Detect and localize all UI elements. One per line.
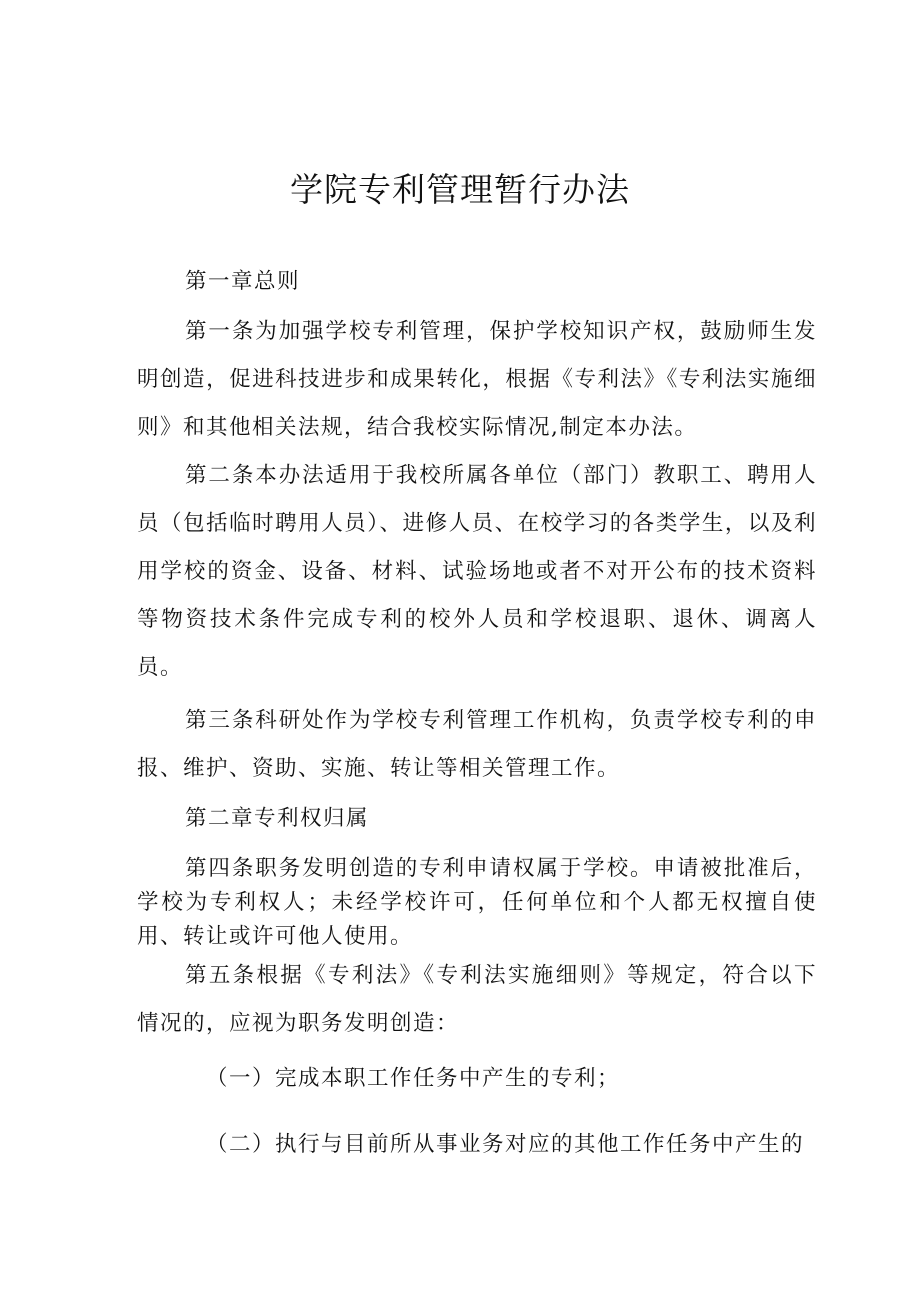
list-item-1: （一）完成本职工作任务中产生的专利； xyxy=(206,1066,621,1091)
document-title: 学院专利管理暂行办法 xyxy=(290,170,630,209)
article-4: 第四条职务发明创造的专利申请权属于学校。申请被批准后，学校为专利权人；未经学校许可，任何单位和个人都无权擅自使用、转让或许可他人使用。 xyxy=(137,856,817,949)
article-1: 第一条为加强学校专利管理，保护学校知识产权，鼓励师生发明创造，促进科技进步和成果转化，根据《专利法》《专利法实施细则》和其他相关法规，结合我校实际情况,制定本办法。 xyxy=(137,319,817,440)
chapter-2-heading: 第二章专利权归属 xyxy=(185,806,370,831)
list-item-2: （二）执行与目前所从事业务对应的其他工作任务中产生的 xyxy=(206,1132,805,1157)
article-2: 第二条本办法适用于我校所属各单位（部门）教职工、聘用人员（包括临时聘用人员）、进修人员、在校学习的各类学生，以及利用学校的资金、设备、材料、试验场地或者不对开公布的技术资料等物资技术条件完成专利的校外人员和学校退职、退休、调离人员。 xyxy=(137,463,817,680)
article-5: 第五条根据《专利法》《专利法实施细则》等规定，符合以下情况的，应视为职务发明创造： xyxy=(137,963,817,1036)
chapter-1-heading: 第一章总则 xyxy=(185,269,301,294)
article-3: 第三条科研处作为学校专利管理工作机构，负责学校专利的申报、维护、资助、实施、转让等相关管理工作。 xyxy=(137,708,817,781)
